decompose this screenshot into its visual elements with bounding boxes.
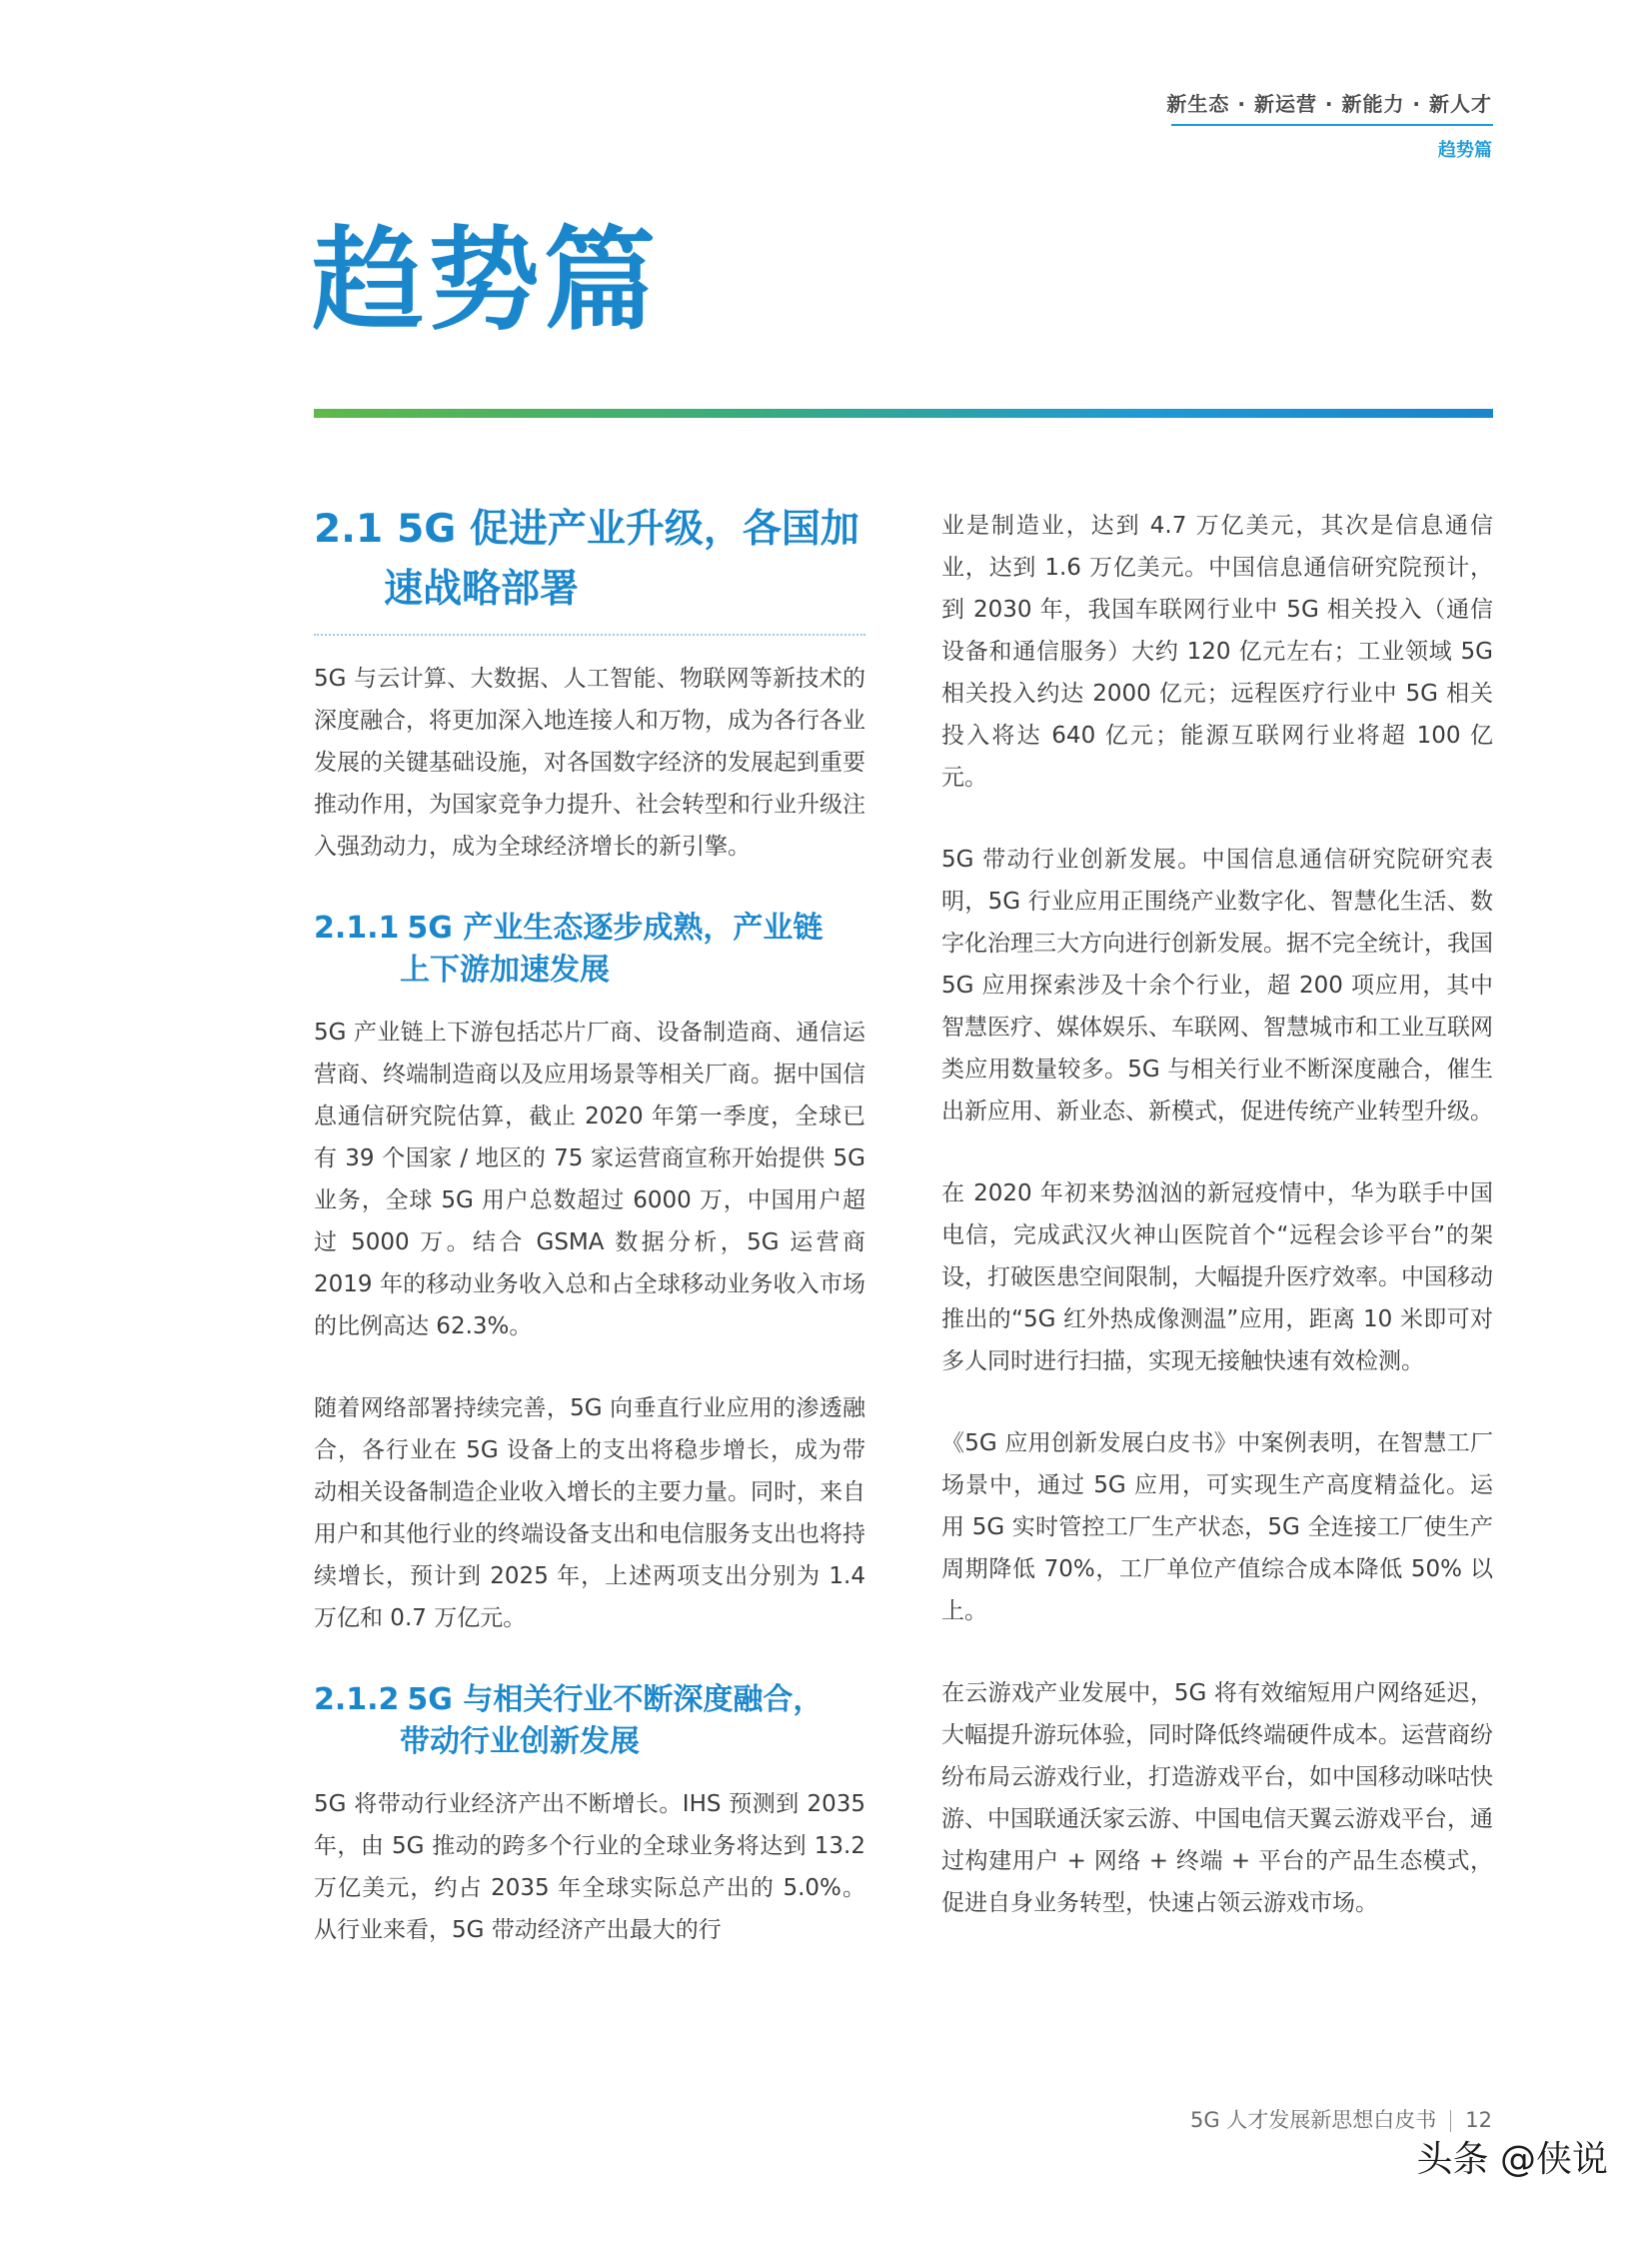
paragraph: 5G 将带动行业经济产出不断增长。IHS 预测到 2035 年，由 5G 推动的跨多个行业的全球业务将达到 13.2 万亿美元，约占 2035 年全球实际总产出的 5.0%。从行业来看，5G 带动经济产出最大的行	[314, 1791, 865, 1943]
footer-separator	[1450, 2110, 1451, 2132]
paragraph: 在 2020 年初来势汹汹的新冠疫情中，华为联手中国电信，完成武汉火神山医院首个“远程会诊平台”的架设，打破医患空间限制，大幅提升医疗效率。中国移动推出的“5G 红外热成像测温”应用，距离 10 米即可对多人同时进行扫描，实现无接触快速有效检测。	[941, 1180, 1493, 1374]
paragraph: 5G 与云计算、大数据、人工智能、物联网等新技术的深度融合，将更加深入地连接人和万物，成为各行各业发展的关键基础设施，对各国数字经济的发展起到重要推动作用，为国家竞争力提升、社会转型和行业升级注入强劲动力，成为全球经济增长的新引擎。	[314, 666, 865, 860]
section-heading	[314, 500, 865, 560]
section-heading-line1: 5G 促进产业升级，各国加	[397, 507, 859, 552]
subsection-number: 2.1.1	[314, 911, 400, 946]
subsection-heading-line2: 带动行业创新发展	[400, 1724, 640, 1759]
subsection-heading	[314, 1679, 865, 1763]
subsection-number: 2.1.2	[314, 1682, 400, 1717]
section-dotted-rule	[314, 634, 865, 636]
subsection-heading-line1: 5G 与相关行业不断深度融合，	[407, 1682, 824, 1717]
paragraph: 业是制造业，达到 4.7 万亿美元，其次是信息通信业，达到 1.6 万亿美元。中国信息通信研究院预计，到 2030 年，我国车联网行业中 5G 相关投入（通信设备和通信服务）大约 120 亿元左右；工业领域 5G 相关投入约达 2000 亿元；远程医疗行业中 5G 相关投入将达 640 亿元；能源互联网行业将超 100 亿元。	[941, 513, 1493, 791]
page-footer	[1190, 2104, 1492, 2134]
page-number: 12	[1465, 2108, 1492, 2132]
header-section-label: 趋势篇	[1438, 140, 1492, 161]
section-heading-line2: 速战略部署	[384, 567, 580, 612]
footer-book-title: 5G 人才发展新思想白皮书	[1189, 2108, 1437, 2132]
paragraph: 《5G 应用创新发展白皮书》中案例表明，在智慧工厂场景中，通过 5G 应用，可实现生产高度精益化。运用 5G 实时管控工厂生产状态，5G 全连接工厂使生产周期降低 70%，工厂单位产值综合成本降低 50% 以上。	[941, 1430, 1493, 1624]
paragraph: 随着网络部署持续完善，5G 向垂直行业应用的渗透融合，各行业在 5G 设备上的支出将稳步增长，成为带动相关设备制造企业收入增长的主要力量。同时，来自用户和其他行业的终端设备支出和电信服务支出也将持续增长，预计到 2025 年，上述两项支出分别为 1.4 万亿和 0.7 万亿元。	[314, 1395, 865, 1631]
left-column	[314, 500, 865, 1991]
paragraph: 5G 带动行业创新发展。中国信息通信研究院研究表明，5G 行业应用正围绕产业数字化、智慧化生活、数字化治理三大方向进行创新发展。据不完全统计，我国 5G 应用探索涉及十余个行业，超 200 项应用，其中智慧医疗、媒体娱乐、车联网、智慧城市和工业互联网类应用数量较多。5G 与相关行业不断深度融合，催生出新应用、新业态、新模式，促进传统产业转型升级。	[941, 847, 1493, 1124]
paragraph: 5G 产业链上下游包括芯片厂商、设备制造商、通信运营商、终端制造商以及应用场景等相关厂商。据中国信息通信研究院估算，截止 2020 年第一季度，全球已有 39 个国家 / 地区的 75 家运营商宣称开始提供 5G 业务，全球 5G 用户总数超过 6000 万，中国用户超过 5000 万。结合 GSMA 数据分析，5G 运营商 2019 年的移动业务收入总和占全球移动业务收入市场的比例高达 62.3%。	[314, 1020, 865, 1339]
title-divider	[314, 409, 1493, 418]
header-rule	[1171, 124, 1493, 126]
paragraph: 在云游戏产业发展中，5G 将有效缩短用户网络延迟，大幅提升游玩体验，同时降低终端硬件成本。运营商纷纷布局云游戏行业，打造游戏平台，如中国移动咪咕快游、中国联通沃家云游、中国电信天翼云游戏平台，通过构建用户 + 网络 + 终端 + 平台的产品生态模式，促进自身业务转型，快速占领云游戏市场。	[941, 1680, 1493, 1916]
subsection-heading-line1: 5G 产业生态逐步成熟，产业链	[407, 911, 824, 946]
subsection-heading	[314, 908, 865, 992]
watermark: 头条 @侠说	[1416, 2139, 1608, 2180]
subsection-heading-line2: 上下游加速发展	[400, 953, 610, 988]
right-column	[941, 505, 1493, 1964]
page-title: 趋势篇	[312, 216, 660, 346]
header-tagline: 新生态 · 新运营 · 新能力 · 新人才	[1166, 92, 1492, 116]
section-number: 2.1	[314, 507, 384, 552]
